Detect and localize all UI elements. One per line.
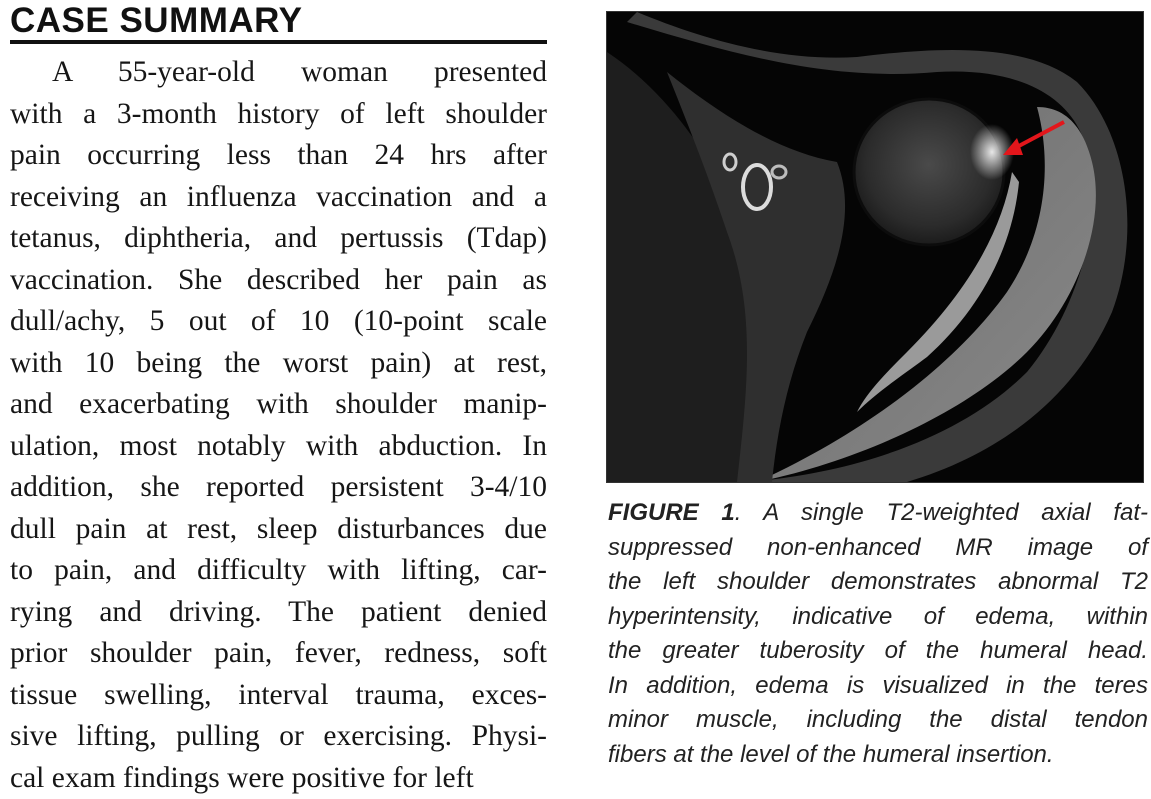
body-line: tetanus, diphtheria, and pertussis (Tdap) [10, 218, 547, 260]
caption-line: hyperintensity, indicative of edema, within [608, 600, 1148, 635]
body-line: dull pain at rest, sleep disturbances due [10, 509, 547, 551]
figure-label: FIGURE 1 [608, 499, 735, 526]
body-line: pain occurring less than 24 hrs after [10, 135, 547, 177]
body-line: ulation, most notably with abduction. In [10, 426, 547, 468]
caption-line: the greater tuberosity of the humeral head. [608, 634, 1148, 669]
case-summary-column [10, 2, 547, 799]
body-line: sive lifting, pulling or exercising. Physi- [10, 716, 547, 758]
body-line: rying and driving. The patient denied [10, 592, 547, 634]
mri-illustration [607, 12, 1143, 482]
caption-line [608, 496, 1148, 531]
mri-shoulder-image [606, 11, 1144, 483]
caption-line-text: . A single T2-weighted axial fat- [735, 499, 1148, 526]
figure-caption [608, 496, 1148, 772]
body-line: tissue swelling, interval trauma, exces- [10, 675, 547, 717]
body-line: addition, she reported persistent 3-4/10 [10, 467, 547, 509]
case-summary-body [10, 52, 547, 799]
caption-line: suppressed non-enhanced MR image of [608, 531, 1148, 566]
body-line: receiving an influenza vaccination and a [10, 177, 547, 219]
caption-line: In addition, edema is visualized in the teres [608, 669, 1148, 704]
caption-line: the left shoulder demonstrates abnormal T2 [608, 565, 1148, 600]
body-line: dull/achy, 5 out of 10 (10-point scale [10, 301, 547, 343]
caption-line: fibers at the level of the humeral insertion. [608, 738, 1148, 773]
body-line: to pain, and difficulty with lifting, car- [10, 550, 547, 592]
body-line: cal exam findings were positive for left [10, 758, 547, 799]
body-line: and exacerbating with shoulder manip- [10, 384, 547, 426]
body-line: with 10 being the worst pain) at rest, [10, 343, 547, 385]
caption-line: minor muscle, including the distal tendon [608, 703, 1148, 738]
body-line: with a 3-month history of left shoulder [10, 94, 547, 136]
body-line: vaccination. She described her pain as [10, 260, 547, 302]
body-line: A 55-year-old woman presented [10, 52, 547, 94]
body-line: prior shoulder pain, fever, redness, soft [10, 633, 547, 675]
section-heading: CASE SUMMARY [10, 2, 547, 44]
